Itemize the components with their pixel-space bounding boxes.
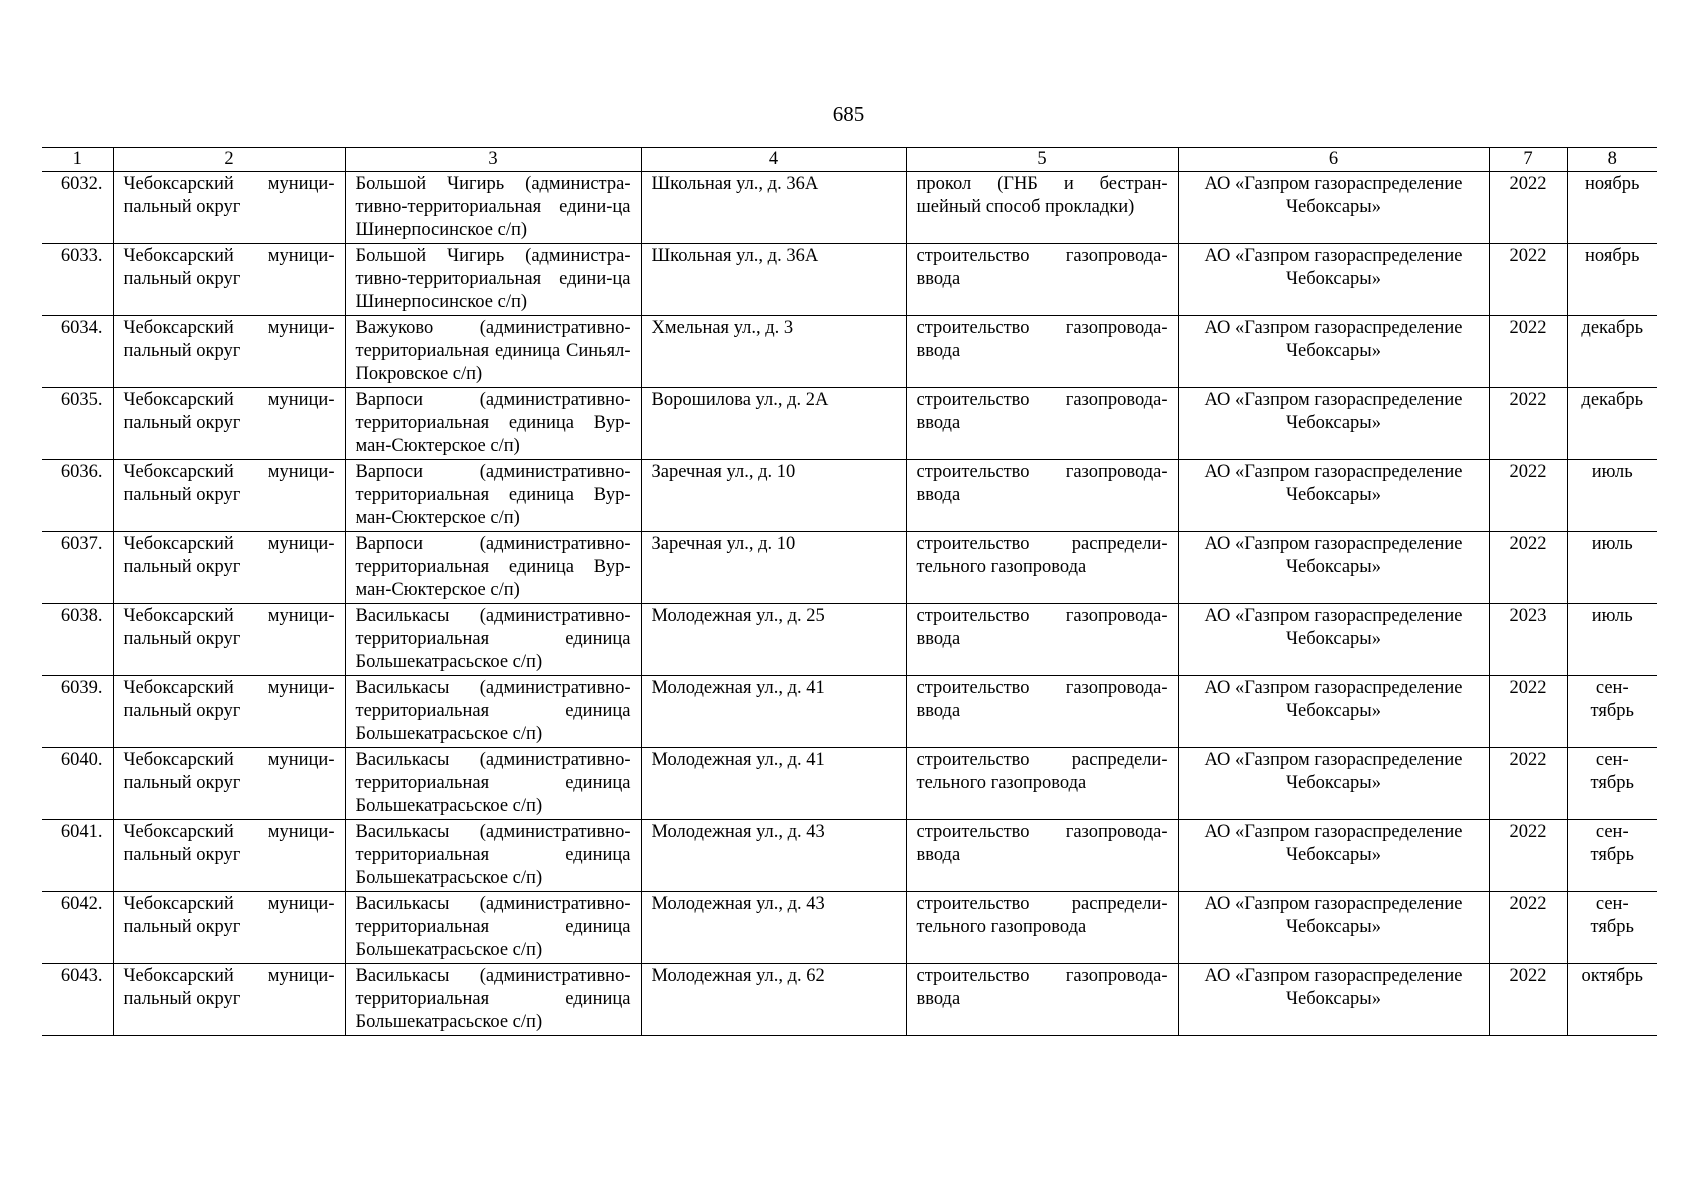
table-row — [42, 820, 1657, 892]
table-row — [42, 244, 1657, 316]
district-cell: Чебоксарский муници-пальный округ — [113, 964, 345, 1036]
work-type-cell: строительство газопровода-ввода — [906, 388, 1178, 460]
settlement-cell: Василькасы (административно-территориальная единица Большекатрасьское с/п) — [345, 748, 641, 820]
page-number: 685 — [832, 102, 865, 126]
row-number: 6032. — [42, 172, 113, 244]
organization-cell: АО «Газпром газораспределение Чебоксары» — [1178, 604, 1489, 676]
address-cell: Молодежная ул., д. 25 — [641, 604, 906, 676]
address-cell: Молодежная ул., д. 43 — [641, 892, 906, 964]
settlement-cell: Василькасы (административно-территориальная единица Большекатрасьское с/п) — [345, 964, 641, 1036]
district-cell: Чебоксарский муници-пальный округ — [113, 172, 345, 244]
table-row — [42, 676, 1657, 748]
year-cell: 2023 — [1489, 604, 1567, 676]
organization-cell: АО «Газпром газораспределение Чебоксары» — [1178, 820, 1489, 892]
organization-cell: АО «Газпром газораспределение Чебоксары» — [1178, 316, 1489, 388]
organization-cell: АО «Газпром газораспределение Чебоксары» — [1178, 172, 1489, 244]
district-cell: Чебоксарский муници-пальный округ — [113, 604, 345, 676]
address-cell: Молодежная ул., д. 41 — [641, 676, 906, 748]
organization-cell: АО «Газпром газораспределение Чебоксары» — [1178, 676, 1489, 748]
row-number: 6036. — [42, 460, 113, 532]
district-cell: Чебоксарский муници-пальный округ — [113, 820, 345, 892]
row-number: 6034. — [42, 316, 113, 388]
address-cell: Школьная ул., д. 36А — [641, 172, 906, 244]
organization-cell: АО «Газпром газораспределение Чебоксары» — [1178, 748, 1489, 820]
month-cell: сен-тябрь — [1567, 892, 1657, 964]
row-number: 6039. — [42, 676, 113, 748]
district-cell: Чебоксарский муници-пальный округ — [113, 748, 345, 820]
address-cell: Хмельная ул., д. 3 — [641, 316, 906, 388]
organization-cell: АО «Газпром газораспределение Чебоксары» — [1178, 532, 1489, 604]
address-cell: Заречная ул., д. 10 — [641, 532, 906, 604]
month-cell: сен-тябрь — [1567, 748, 1657, 820]
settlement-cell: Василькасы (административно-территориальная единица Большекатрасьское с/п) — [345, 604, 641, 676]
row-number: 6042. — [42, 892, 113, 964]
settlement-cell: Варпоси (административно-территориальная единица Вур-ман-Сюктерское с/п) — [345, 532, 641, 604]
month-cell: июль — [1567, 532, 1657, 604]
year-cell: 2022 — [1489, 460, 1567, 532]
work-type-cell: строительство газопровода-ввода — [906, 604, 1178, 676]
row-number: 6043. — [42, 964, 113, 1036]
district-cell: Чебоксарский муници-пальный округ — [113, 532, 345, 604]
settlement-cell: Василькасы (административно-территориальная единица Большекатрасьское с/п) — [345, 820, 641, 892]
column-header-2: 2 — [113, 148, 345, 172]
address-cell: Молодежная ул., д. 62 — [641, 964, 906, 1036]
table-row — [42, 316, 1657, 388]
table-row — [42, 388, 1657, 460]
column-header-6: 6 — [1178, 148, 1489, 172]
organization-cell: АО «Газпром газораспределение Чебоксары» — [1178, 244, 1489, 316]
column-header-4: 4 — [641, 148, 906, 172]
year-cell: 2022 — [1489, 244, 1567, 316]
organization-cell: АО «Газпром газораспределение Чебоксары» — [1178, 892, 1489, 964]
address-cell: Ворошилова ул., д. 2А — [641, 388, 906, 460]
year-cell: 2022 — [1489, 820, 1567, 892]
month-cell: декабрь — [1567, 388, 1657, 460]
row-number: 6037. — [42, 532, 113, 604]
organization-cell: АО «Газпром газораспределение Чебоксары» — [1178, 388, 1489, 460]
settlement-cell: Большой Чигирь (администра-тивно-территориальная едини-ца Шинерпосинское с/п) — [345, 172, 641, 244]
table-row — [42, 892, 1657, 964]
row-number: 6033. — [42, 244, 113, 316]
table-row — [42, 172, 1657, 244]
table-row — [42, 604, 1657, 676]
work-type-cell: строительство распредели-тельного газопровода — [906, 748, 1178, 820]
row-number: 6041. — [42, 820, 113, 892]
column-header-7: 7 — [1489, 148, 1567, 172]
work-type-cell: строительство распредели-тельного газопровода — [906, 532, 1178, 604]
column-header-3: 3 — [345, 148, 641, 172]
row-number: 6035. — [42, 388, 113, 460]
row-number: 6038. — [42, 604, 113, 676]
work-type-cell: строительство газопровода-ввода — [906, 316, 1178, 388]
organization-cell: АО «Газпром газораспределение Чебоксары» — [1178, 964, 1489, 1036]
district-cell: Чебоксарский муници-пальный округ — [113, 892, 345, 964]
year-cell: 2022 — [1489, 892, 1567, 964]
month-cell: сен-тябрь — [1567, 676, 1657, 748]
row-number: 6040. — [42, 748, 113, 820]
address-cell: Заречная ул., д. 10 — [641, 460, 906, 532]
month-cell: ноябрь — [1567, 172, 1657, 244]
work-type-cell: прокол (ГНБ и бестран-шейный способ прокладки) — [906, 172, 1178, 244]
work-type-cell: строительство газопровода-ввода — [906, 244, 1178, 316]
header-row — [42, 148, 1657, 172]
district-cell: Чебоксарский муници-пальный округ — [113, 388, 345, 460]
work-type-cell: строительство газопровода-ввода — [906, 964, 1178, 1036]
month-cell: ноябрь — [1567, 244, 1657, 316]
settlement-cell: Большой Чигирь (администра-тивно-территориальная едини-ца Шинерпосинское с/п) — [345, 244, 641, 316]
district-cell: Чебоксарский муници-пальный округ — [113, 676, 345, 748]
work-type-cell: строительство распредели-тельного газопровода — [906, 892, 1178, 964]
year-cell: 2022 — [1489, 172, 1567, 244]
address-cell: Школьная ул., д. 36А — [641, 244, 906, 316]
organization-cell: АО «Газпром газораспределение Чебоксары» — [1178, 460, 1489, 532]
month-cell: декабрь — [1567, 316, 1657, 388]
month-cell: июль — [1567, 460, 1657, 532]
settlement-cell: Василькасы (административно-территориальная единица Большекатрасьское с/п) — [345, 892, 641, 964]
column-header-1: 1 — [42, 148, 113, 172]
work-type-cell: строительство газопровода-ввода — [906, 460, 1178, 532]
month-cell: сен-тябрь — [1567, 820, 1657, 892]
district-cell: Чебоксарский муници-пальный округ — [113, 244, 345, 316]
settlement-cell: Важуково (административно-территориальная единица Синьял-Покровское с/п) — [345, 316, 641, 388]
year-cell: 2022 — [1489, 532, 1567, 604]
year-cell: 2022 — [1489, 388, 1567, 460]
year-cell: 2022 — [1489, 676, 1567, 748]
column-header-8: 8 — [1567, 148, 1657, 172]
month-cell: октябрь — [1567, 964, 1657, 1036]
settlement-cell: Варпоси (административно-территориальная единица Вур-ман-Сюктерское с/п) — [345, 460, 641, 532]
year-cell: 2022 — [1489, 748, 1567, 820]
address-cell: Молодежная ул., д. 43 — [641, 820, 906, 892]
table-row — [42, 532, 1657, 604]
month-cell: июль — [1567, 604, 1657, 676]
table-row — [42, 748, 1657, 820]
year-cell: 2022 — [1489, 316, 1567, 388]
address-cell: Молодежная ул., д. 41 — [641, 748, 906, 820]
column-header-5: 5 — [906, 148, 1178, 172]
district-cell: Чебоксарский муници-пальный округ — [113, 460, 345, 532]
settlement-cell: Варпоси (административно-территориальная единица Вур-ман-Сюктерское с/п) — [345, 388, 641, 460]
table-row — [42, 460, 1657, 532]
registry-table — [42, 147, 1657, 1036]
district-cell: Чебоксарский муници-пальный округ — [113, 316, 345, 388]
work-type-cell: строительство газопровода-ввода — [906, 676, 1178, 748]
settlement-cell: Василькасы (административно-территориальная единица Большекатрасьское с/п) — [345, 676, 641, 748]
year-cell: 2022 — [1489, 964, 1567, 1036]
table-row — [42, 964, 1657, 1036]
work-type-cell: строительство газопровода-ввода — [906, 820, 1178, 892]
